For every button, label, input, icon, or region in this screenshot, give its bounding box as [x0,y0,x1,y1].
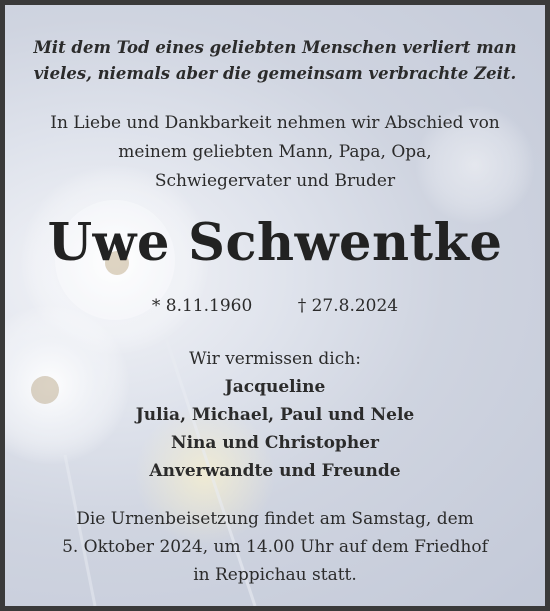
mourner-line: Nina und Christopher [171,433,379,453]
life-dates [5,293,545,319]
mourners-section [5,345,545,485]
funeral-line: Die Urnenbeisetzung findet am Samstag, dem [76,509,474,529]
intro-line: Schwiegervater und Bruder [154,171,396,191]
funeral-line: in Reppichau statt. [193,565,357,585]
funeral-notice [5,505,545,589]
mourners-heading: Wir vermissen dich: [189,349,361,369]
deceased-name: Uwe Schwentke [47,213,503,273]
death-date: † 27.8.2024 [297,296,399,316]
birth-date: * 8.11.1960 [151,296,253,316]
intro-line: In Liebe und Dankbarkeit nehmen wir Abschied von [50,113,500,133]
intro-line: meinem geliebten Mann, Papa, Opa, [118,142,432,162]
mourner-line: Anverwandte und Freunde [149,461,401,481]
motto-quote [5,35,545,87]
mourners-list [5,373,545,485]
mourner-line: Jacqueline [224,377,326,397]
motto-line: Mit dem Tod eines geliebten Menschen verliert man [33,38,517,57]
mourner-line: Julia, Michael, Paul und Nele [135,405,415,425]
motto-line: vieles, niemals aber die gemeinsam verbrachte Zeit. [33,64,517,83]
intro-text [5,109,545,196]
funeral-line: 5. Oktober 2024, um 14.00 Uhr auf dem Friedhof [62,537,488,557]
